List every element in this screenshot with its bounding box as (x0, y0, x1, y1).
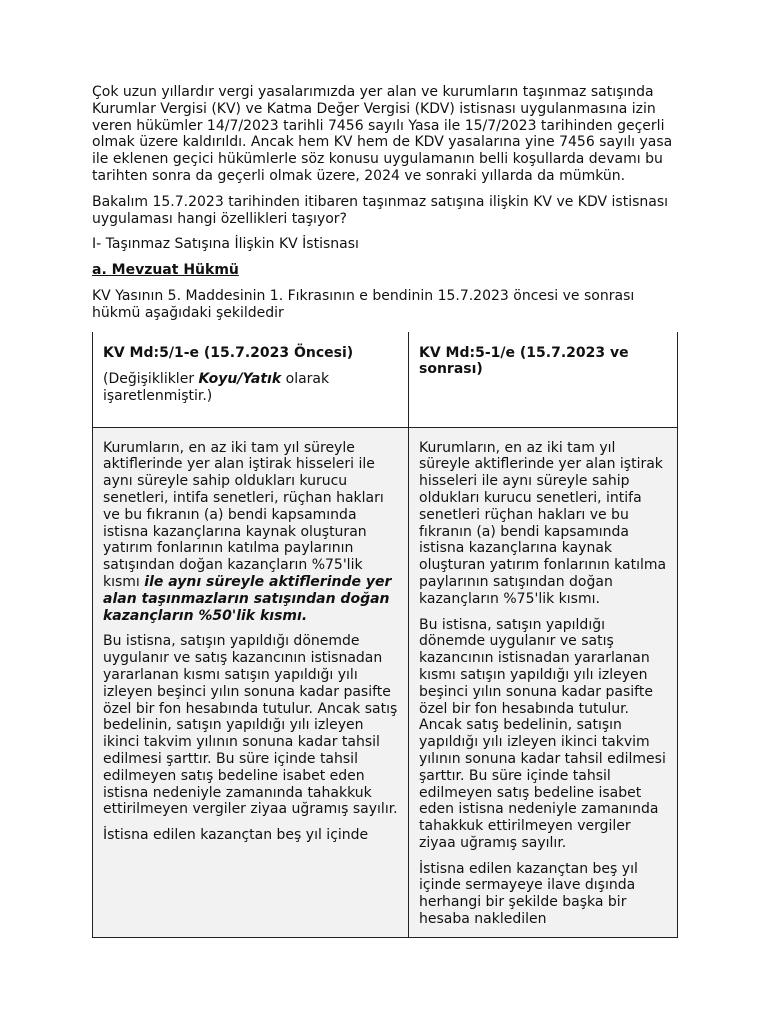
intro-section (92, 84, 682, 322)
before-paragraph-2: Bu istisna, satışın yapıldığı dönemde uygulanır ve satış kazancının istisnadan yararlanan kısmı satışın yapıldığı yılı izleyen beşinci yılın sonuna kadar pasifte özel bir fon hesabında tutulur. Ancak satış bedelinin, satışın yapıldığı yılı izleyen ikinci takvim yılının sonuna kadar tahsil edilmesi şarttır. Bu süre içinde tahsil edilmeyen satış bedeline isabet eden istisna nedeniyle zamanında tahakkuk ettirilmeyen vergiler ziyaa uğramış sayılır. (103, 633, 398, 818)
after-paragraph-2: Bu istisna, satışın yapıldığı dönemde uygulanır ve satış kazancının istisnadan yararlanan kısmı satışın yapıldığı yılı izleyen beşinci yılın sonuna kadar pasifte özel bir fon hesabında tutulur. Ancak satış bedelinin, satışın yapıldığı yılı izleyen ikinci takvim yılının sonuna kadar tahsil edilmesi şarttır. Bu süre içinde tahsil edilmeyen satış bedeline isabet eden istisna nedeniyle zamanında tahakkuk ettirilmeyen vergiler ziyaa uğramış sayılır. (419, 616, 666, 851)
intro-paragraph-3: KV Yasının 5. Maddesinin 1. Fıkrasının e bendinin 15.7.2023 öncesi ve sonrası hükmü aşağıdaki şekildedir (92, 287, 635, 321)
after-paragraph-1: Kurumların, en az iki tam yıl süreyle aktiflerinde yer alan iştirak hisseleri ile aynı süreyle sahip oldukları kurucu senetleri, intifa senetleri rüçhan hakları ve bu fıkranın (a) bendi kapsamında istisna kazançlarına kaynak oluşturan yatırım fonlarının katılma paylarının satışından doğan kazançların %75'lik kısmı. (419, 439, 667, 607)
header-cell-after (409, 331, 678, 427)
body-cell-before (93, 427, 409, 937)
column-title-before: KV Md:5/1-e (15.7.2023 Öncesi) (103, 344, 354, 361)
table-header-row (93, 331, 678, 427)
change-note (103, 371, 398, 405)
intro-paragraph-2: Bakalım 15.7.2023 tarihinden itibaren taşınmaz satışına ilişkin KV ve KDV istisnası uygulaması hangi özellikleri taşıyor? (92, 193, 669, 227)
table-top-edge (92, 331, 680, 332)
before-paragraph-1-text: Kurumların, en az iki tam yıl süreyle aktiflerinde yer alan iştirak hisseleri ile aynı süreyle sahip oldukları kurucu senetleri, intifa senetleri, rüçhan hakları ve bu fıkranın (a) bendi kapsamında istisna kazançlarına kaynak oluşturan yatırım fonlarının katılma paylarının satışından doğan kazançların %75'lik kısmı (103, 439, 384, 590)
comparison-table-wrapper (92, 331, 682, 938)
change-note-text-1: (Değişiklikler (103, 371, 199, 388)
before-paragraph-1 (103, 440, 398, 625)
column-title-after: KV Md:5-1/e (15.7.2023 ve sonrası) (419, 344, 629, 378)
before-paragraph-1-emphasis: ile aynı süreyle aktiflerinde yer alan taşınmazların satışından doğan kazançların %50'lik kısmı. (103, 573, 392, 624)
section-title: I- Taşınmaz Satışına İlişkin KV İstisnası (92, 236, 359, 253)
document-page (92, 84, 682, 938)
table-body-row (93, 427, 678, 937)
subsection-title: a. Mevzuat Hükmü (92, 262, 239, 279)
change-note-text-2: olarak işaretlenmiştir.) (103, 371, 330, 405)
body-cell-after (409, 427, 678, 937)
after-paragraph-3: İstisna edilen kazançtan beş yıl içinde sermayeye ilave dışında herhangi bir şekilde başka bir hesaba nakledilen (419, 860, 638, 928)
comparison-table (92, 331, 678, 938)
header-cell-before (93, 331, 409, 427)
change-note-emphasis: Koyu/Yatık (198, 371, 282, 388)
intro-paragraph-1: Çok uzun yıllardır vergi yasalarımızda yer alan ve kurumların taşınmaz satışında Kurumlar Vergisi (KV) ve Katma Değer Vergisi (KDV) istisnası uygulanmasına izin veren hükümler 14/7/2023 tarihli 7456 sayılı Yasa ile 15/7/2023 tarihinden geçerli olmak üzere kaldırıldı. Ancak hem KV hem de KDV yasalarına yine 7456 sayılı yasa ile eklenen geçici hükümlerle söz konusu uygulamanın belli koşullarda devamı bu tarihten sonra da geçerli olmak üzere, 2024 ve sonraki yıllarda da mümkün. (92, 84, 673, 184)
before-paragraph-3: İstisna edilen kazançtan beş yıl içinde (103, 827, 369, 844)
